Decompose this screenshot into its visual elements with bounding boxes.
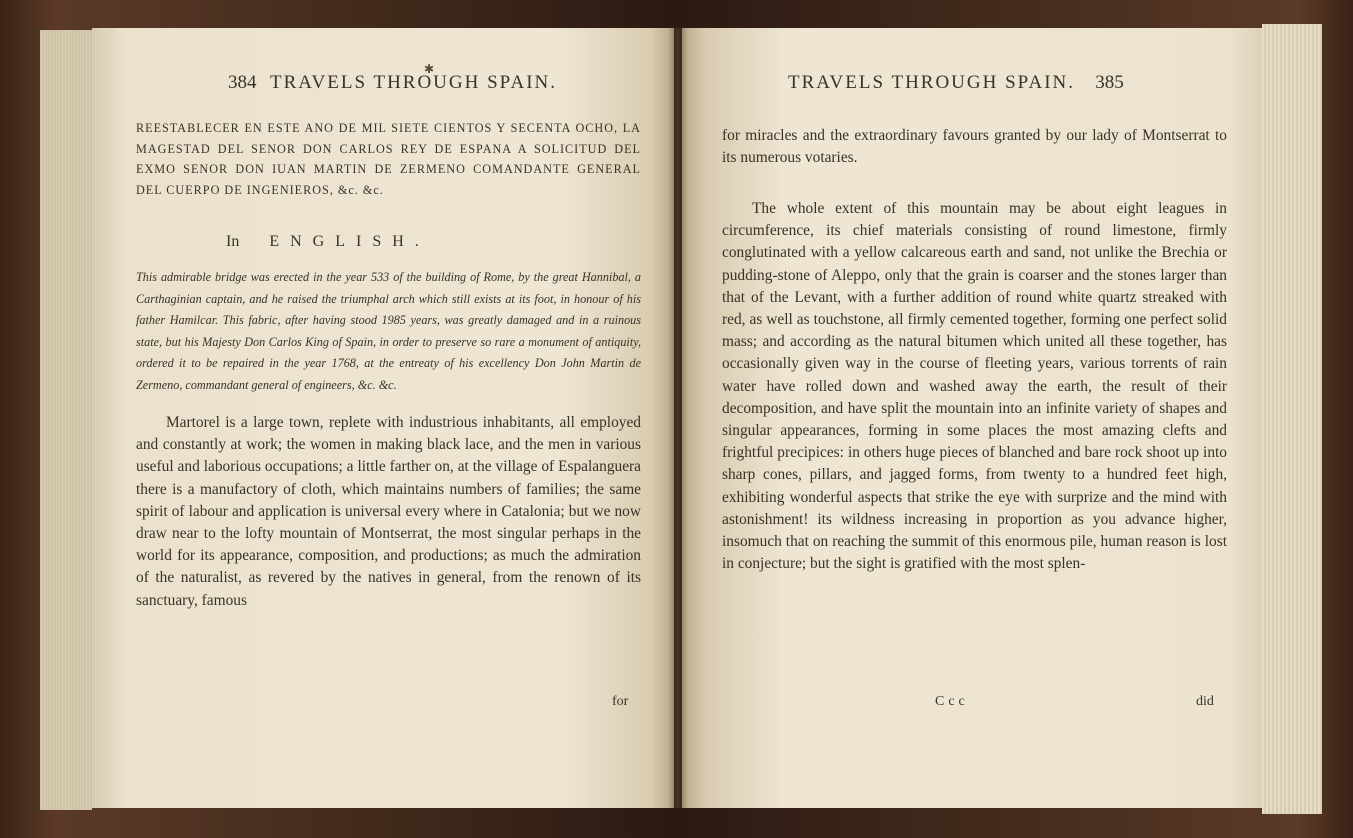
english-label: ENGLISH. (269, 233, 430, 250)
ornament-mark: ✱ (424, 62, 435, 76)
book-gutter (668, 28, 688, 808)
left-running-head (228, 72, 557, 94)
left-catchword: for (612, 694, 629, 709)
signature-mark: Ccc (935, 694, 969, 709)
left-page-edges (40, 30, 92, 810)
right-para-2: The whole extent of this mountain may be about eight leagues in circumference, its chief materials consisting of round limestone, firmly conglutinated with a yellow calcareous earth and sand, not unlike the Brechia or pudding-stone of Aleppo, only that the grain is coarser and the stones larger than that of the Levant, with a further addition of round white quartz streaked with red, as well as touchstone, all firmly cemented together, forming one perfect solid mass; and according as the natural bitumen which united all these together, has occasionally given way in the course of fleeting years, various torrents of rain water have rolled down and washed away the earth, the result of their decomposition, and have split the mountain into an infinite variety of shapes and singular appearances, forming in some places the most amazing clefts and frightful precipices: in others huge pieces of blanched and bare rock shoot up into sharp cones, pillars, and jagged forms, from twenty to a hundred feet high, exhibiting wonderful aspects that strike the eye with surprize and the mind with astonishment! its wildness increasing in proportion as you advance higher, insomuch that on reaching the summit of this enormous pile, human reason is lost in conjecture; but the sight is gratified with the most splen- (722, 200, 1227, 573)
right-running-head (788, 72, 1124, 94)
right-catchword: did (1196, 694, 1214, 709)
left-running-title: TRAVELS THROUGH SPAIN. (270, 72, 558, 93)
right-para-1: for miracles and the extraordinary favours granted by our lady of Montserrat to its numerous votaries. (722, 127, 1227, 167)
spanish-inscription: REESTABLECER EN ESTE ANO DE MIL SIETE CIENTOS Y SECENTA OCHO, LA MAGESTAD DEL SENOR DON CARLOS REY DE ESPANA A SOLICITUD DEL EXMO SENOR DON IUAN MARTIN DE ZERMENO COMANDANTE GENERAL DEL CUERPO DE INGENIEROS, &c. &c. (136, 121, 641, 197)
right-running-title: TRAVELS THROUGH SPAIN. (788, 72, 1076, 93)
right-page-number: 385 (1095, 72, 1124, 93)
left-page-number: 384 (228, 72, 257, 93)
in-label: In (226, 233, 240, 250)
left-body-text: Martorel is a large town, replete with industrious inhabitants, all employed and constantly at work; the women in making black lace, and the men in various useful and laborious occupations; a little farther on, at the village of Espalanguera there is a manufactory of cloth, which maintains numbers of families; the same spirit of labour and application is universal every where in Catalonia; but we now draw near to the lofty mountain of Montserrat, the most singular perhaps in the world for its appearance, composition, and productions; as much the admiration of the naturalist, as revered by the natives in general, from the renown of its sanctuary, famous (136, 414, 641, 609)
right-page-edges (1262, 24, 1322, 814)
english-heading (226, 233, 430, 251)
english-translation: This admirable bridge was erected in the year 533 of the building of Rome, by the great Hannibal, a Carthaginian captain, and he raised the triumphal arch which still exists at its foot, in honour of his father Hamilcar. This fabric, after having stood 1985 years, was greatly damaged and in a ruinous state, but his Majesty Don Carlos King of Spain, in order to preserve so rare a monument of antiquity, ordered it to be repaired in the year 1768, at the entreaty of his excellency Don John Martin de Zermeno, commandant general of engineers, &c. &c. (136, 270, 641, 392)
